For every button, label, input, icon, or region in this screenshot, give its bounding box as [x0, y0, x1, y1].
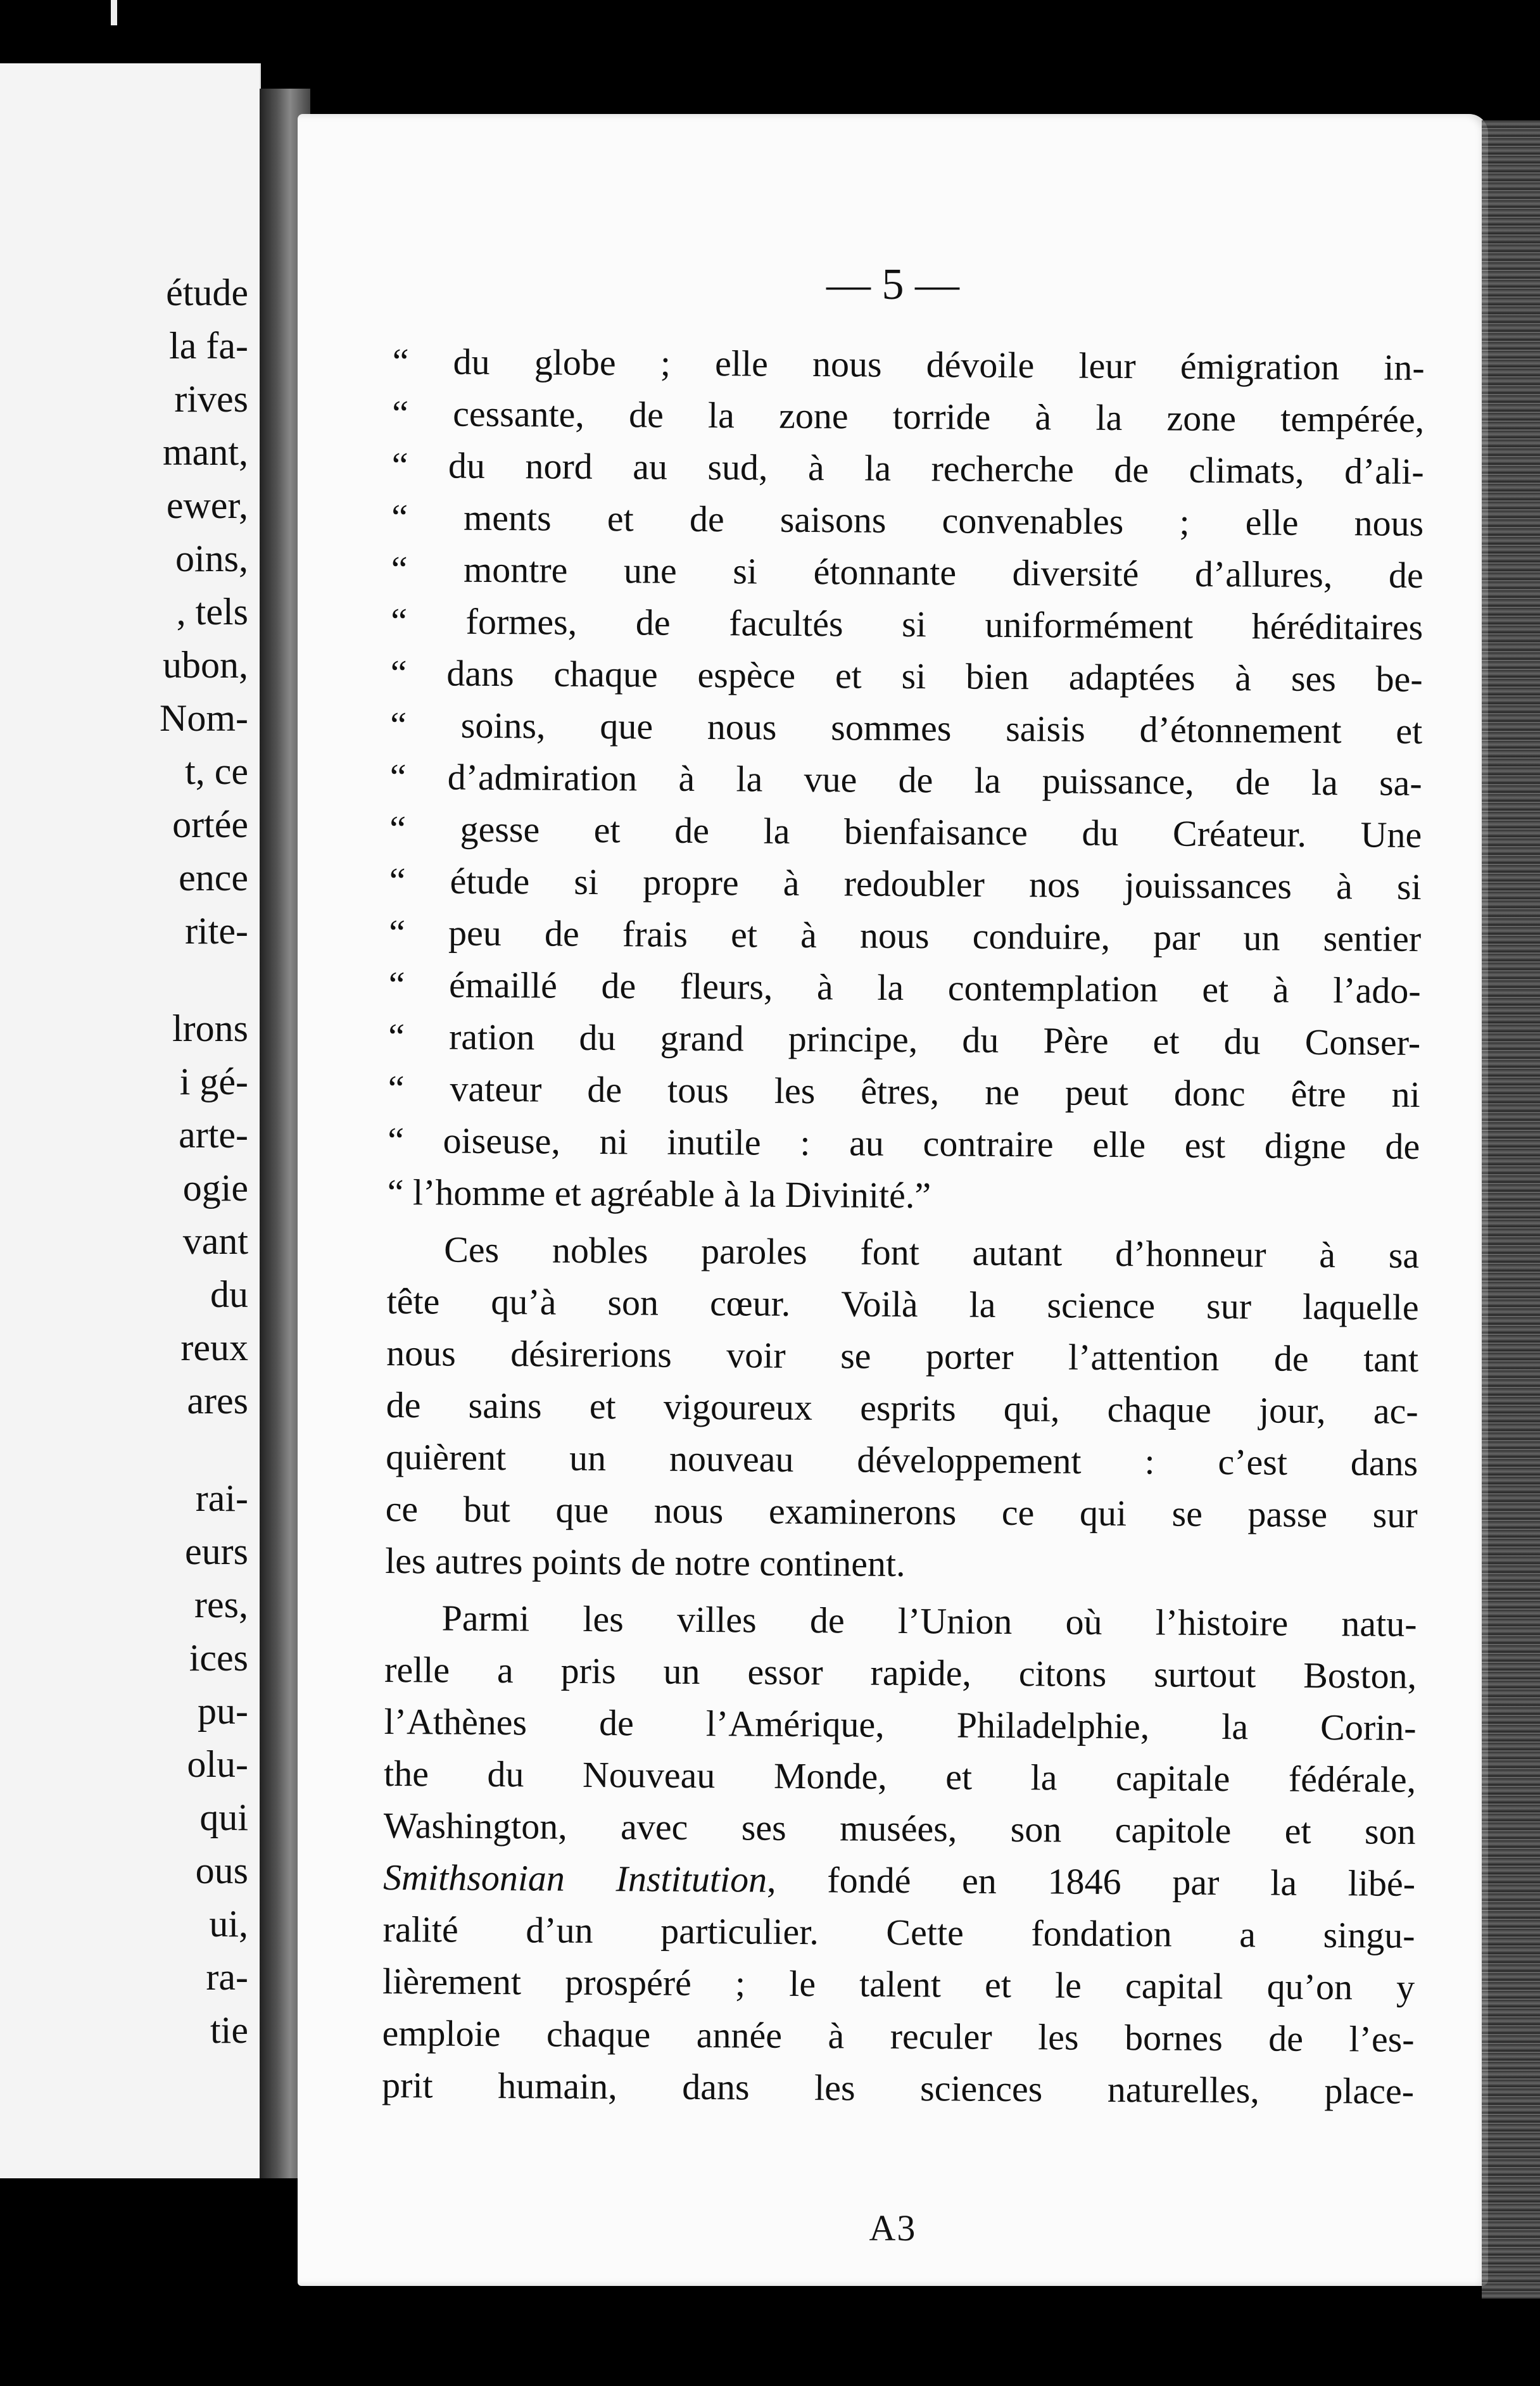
left-fragment-line: ous [195, 1850, 248, 1891]
left-fragment-line: étude [166, 272, 248, 313]
left-fragment-line: Nom- [160, 697, 248, 739]
text-line: les autres points de notre continent. [384, 1539, 906, 1584]
text-line: quièrent un nouveau développement : c’est dans [385, 1436, 1418, 1484]
left-fragment-line: rite- [185, 910, 248, 952]
text-line: de sains et vigoureux esprits qui, chaque jour, ac- [386, 1384, 1418, 1432]
left-fragment-line: i gé- [179, 1061, 248, 1102]
text-line: “ du globe ; elle nous dévoile leur émigration in- [392, 340, 1425, 388]
text-line: “ d’admiration à la vue de la puissance, de la sa- [389, 755, 1422, 804]
text-line: “ formes, de facultés si uniformément héréditaires [391, 600, 1423, 648]
scan-artifact-mark [111, 0, 117, 25]
printer-signature-mark: A3 [869, 2207, 917, 2249]
left-fragment-line: la fa- [169, 325, 248, 367]
text-line: “ ments et de saisons convenables ; elle nous [391, 496, 1424, 544]
text-line: “ montre une si étonnante diversité d’allures, de [391, 548, 1423, 596]
text-line: ce but que nous examinerons ce qui se passe sur [385, 1487, 1418, 1536]
text-line: l’Athènes de l’Amérique, Philadelphie, la Corin- [384, 1700, 1417, 1748]
left-page-text-fragments [0, 266, 253, 2057]
left-fragment-line: ogie [182, 1167, 248, 1209]
left-facing-page [0, 63, 261, 2178]
left-fragment-line: ortée [172, 804, 248, 845]
text-line: tête qu’à son cœur. Voilà la science sur laquelle [386, 1280, 1419, 1328]
left-fragment-line: ra- [206, 1956, 248, 1998]
left-fragment-line: du [210, 1273, 248, 1315]
text-line: lièrement prospéré ; le talent et le capital qu’on y [382, 1960, 1415, 2008]
left-fragment-line: oins, [175, 538, 248, 579]
left-fragment-line: , tels [176, 591, 248, 633]
text-line: relle a pris un essor rapide, citons surtout Boston, [384, 1648, 1417, 1696]
left-fragment-line: t, ce [185, 750, 248, 792]
left-fragment-line: reux [180, 1327, 248, 1368]
text-line: Ces nobles paroles font autant d’honneur à sa [443, 1228, 1420, 1276]
left-fragment-line [0, 957, 253, 1002]
text-line: “ du nord au sud, à la recherche de climats, d’ali- [391, 444, 1424, 492]
text-line: “ oiseuse, ni inutile : au contraire elle est digne de [388, 1119, 1420, 1167]
left-fragment-line [0, 1427, 253, 1472]
text-line: emploie chaque année à reculer les bornes de l’es- [382, 2012, 1415, 2060]
text-line: Parmi les villes de l’Union où l’histoire natu- [441, 1597, 1417, 1644]
text-line: “ cessante, de la zone torride à la zone tempérée, [392, 392, 1425, 440]
page-number: — 5 — [826, 260, 959, 309]
page-edge-shadow [1482, 120, 1540, 2299]
left-fragment-line: ubon, [163, 644, 248, 686]
left-fragment-line: ewer, [166, 484, 248, 526]
text-line: “ peu de frais et à nous conduire, par un sentier [389, 911, 1422, 959]
left-fragment-line: lrons [172, 1007, 248, 1049]
left-fragment-line: eurs [185, 1531, 248, 1572]
text-line: “ vateur de tous les êtres, ne peut donc être ni [388, 1067, 1420, 1115]
text-line: the du Nouveau Monde, et la capitale fédérale, [383, 1752, 1417, 1800]
text-line: Washington, avec ses musées, son capitole et son [383, 1804, 1416, 1852]
left-fragment-line: vant [182, 1220, 248, 1262]
text-line: “ dans chaque espèce et si bien adaptées à ses be- [390, 652, 1423, 700]
left-fragment-line: olu- [187, 1743, 248, 1785]
left-fragment-line: mant, [163, 431, 248, 473]
left-fragment-line: rives [174, 378, 248, 420]
text-line: nous désirerions voir se porter l’attention de tant [386, 1332, 1419, 1380]
left-fragment-line: ui, [209, 1903, 248, 1945]
text-line: prit humain, dans les sciences naturelles, place- [381, 2064, 1415, 2112]
left-fragment-line: res, [194, 1584, 248, 1625]
text-line: Smithsonian Institution, fondé en 1846 par la libé- [382, 1856, 1416, 1904]
italic-institution-name: Smithsonian Institution [382, 1856, 767, 1900]
left-fragment-line: arte- [179, 1114, 248, 1156]
left-fragment-line: tie [210, 2009, 248, 2051]
left-fragment-line: ence [179, 857, 248, 899]
left-fragment-line: pu- [198, 1690, 248, 1732]
text-line: “ soins, que nous sommes saisis d’étonnement et [390, 704, 1423, 752]
text-line: “ émaillé de fleurs, à la contemplation et à l’ado- [388, 963, 1421, 1011]
body-text [382, 336, 1425, 2118]
left-fragment-line: rai- [195, 1477, 248, 1519]
text-line: “ étude si propre à redoubler nos jouissances à si [389, 859, 1422, 907]
left-fragment-line: ices [189, 1637, 248, 1679]
right-page [298, 114, 1488, 2286]
left-fragment-line: qui [199, 1796, 248, 1838]
text-line: “ ration du grand principe, du Père et du Conser- [388, 1015, 1421, 1063]
text-line: “ gesse et de la bienfaisance du Créateur. Une [389, 807, 1422, 855]
text-line: ralité d’un particulier. Cette fondation a singu- [382, 1908, 1415, 1956]
left-fragment-line: ares [187, 1380, 248, 1422]
text-line: “ l’homme et agréable à la Divinité.” [387, 1171, 931, 1216]
